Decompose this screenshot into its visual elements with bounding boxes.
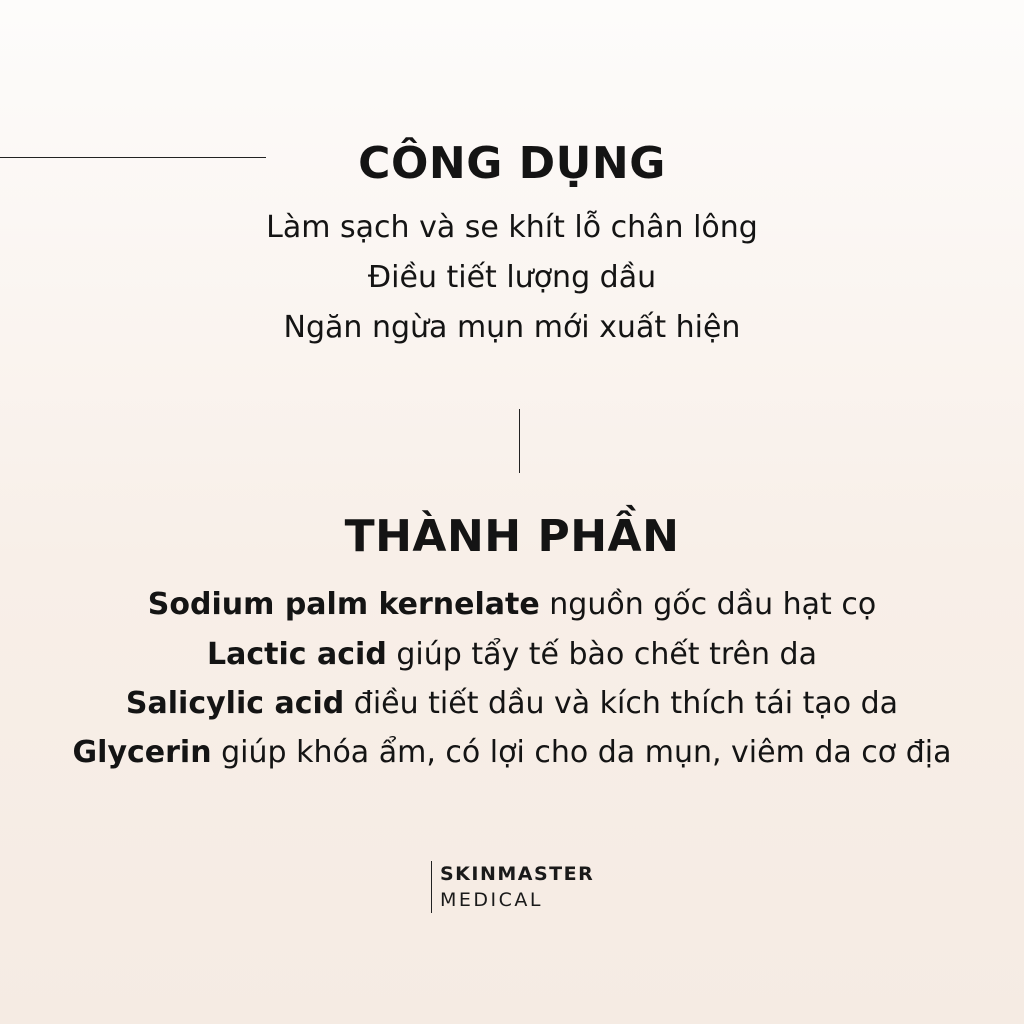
ingredient-name: Lactic acid [207,637,387,672]
ingredient-description: giúp tẩy tế bào chết trên da [386,637,817,672]
decorative-divider-vertical [519,409,520,473]
ingredient-description: điều tiết dầu và kích thích tái tạo da [344,686,899,721]
ingredient-item [0,587,1024,622]
ingredient-name: Glycerin [72,735,212,770]
uses-item: Điều tiết lượng dầu [367,260,657,295]
uses-heading: CÔNG DỤNG [358,138,666,189]
ingredients-heading: THÀNH PHẦN [344,511,680,562]
brand-name-line2: MEDICAL [440,889,543,911]
ingredient-description: nguồn gốc dầu hạt cọ [539,587,877,622]
uses-item: Làm sạch và se khít lỗ chân lông [266,210,758,245]
ingredient-item [0,637,1024,672]
ingredient-name: Salicylic acid [125,686,345,721]
brand-logo [431,861,594,913]
uses-item: Ngăn ngừa mụn mới xuất hiện [283,310,741,345]
brand-name-line1: SKINMASTER [440,863,595,885]
ingredient-name: Sodium palm kernelate [147,587,540,622]
ingredient-description: giúp khóa ẩm, có lợi cho da mụn, viêm da cơ địa [211,735,952,770]
ingredient-item [0,686,1024,721]
ingredient-item [0,735,1024,770]
